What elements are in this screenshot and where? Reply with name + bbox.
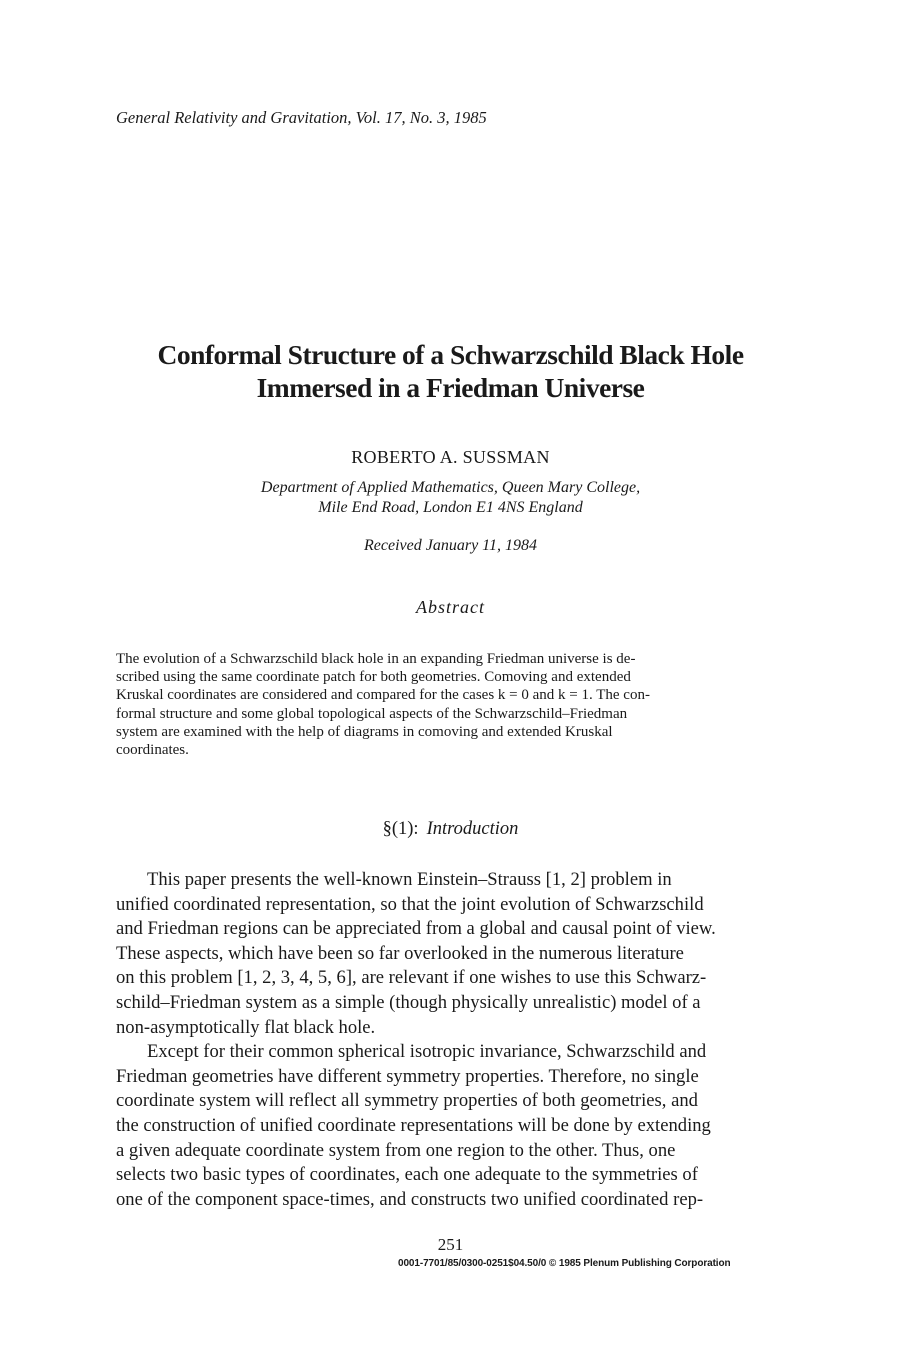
paper-title bbox=[60, 338, 841, 404]
body-line: non-asymptotically flat black hole. bbox=[116, 1016, 376, 1038]
journal-header: General Relativity and Gravitation, Vol. 17, No. 3, 1985 bbox=[116, 108, 487, 127]
introduction-body bbox=[116, 868, 796, 1212]
body-line: Except for their common spherical isotropic invariance, Schwarzschild and bbox=[147, 1041, 707, 1063]
body-line: schild–Friedman system as a simple (though physically unrealistic) model of a bbox=[116, 991, 701, 1013]
body-line: unified coordinated representation, so that the joint evolution of Schwarzschild bbox=[116, 893, 704, 915]
body-line: Friedman geometries have different symmetry properties. Therefore, no single bbox=[116, 1065, 699, 1087]
body-line: the construction of unified coordinate representations will be done by extending bbox=[116, 1114, 711, 1136]
body-line: This paper presents the well-known Einstein–Strauss [1, 2] problem in bbox=[147, 869, 672, 890]
affiliation-line-2: Mile End Road, London E1 4NS England bbox=[318, 499, 583, 516]
received-date: Received January 11, 1984 bbox=[364, 537, 537, 554]
abstract-line: Kruskal coordinates are considered and compared for the cases k = 0 and k = 1. The con- bbox=[116, 687, 650, 704]
author-name: ROBERTO A. SUSSMAN bbox=[351, 447, 550, 467]
abstract-line: system are examined with the help of diagrams in comoving and extended Kruskal bbox=[116, 723, 613, 740]
title-line-2: Immersed in a Friedman Universe bbox=[256, 372, 645, 403]
body-line: coordinate system will reflect all symmetry properties of both geometries, and bbox=[116, 1090, 698, 1112]
body-line: on this problem [1, 2, 3, 4, 5, 6], are relevant if one wishes to use this Schwarz- bbox=[116, 967, 707, 989]
body-line: and Friedman regions can be appreciated from a global and causal point of view. bbox=[116, 918, 716, 940]
body-line: a given adequate coordinate system from one region to the other. Thus, one bbox=[116, 1139, 676, 1161]
affiliation bbox=[0, 478, 901, 518]
section-number: §(1): bbox=[382, 819, 419, 839]
abstract-body bbox=[116, 650, 792, 759]
title-line-1: Conformal Structure of a Schwarzschild Black Hole bbox=[157, 339, 744, 370]
section-title: Introduction bbox=[426, 819, 519, 839]
body-line: one of the component space-times, and constructs two unified coordinated rep- bbox=[116, 1188, 704, 1210]
affiliation-line-1: Department of Applied Mathematics, Queen Mary College, bbox=[260, 479, 641, 496]
copyright-line: 0001-7701/85/0300-0251$04.50/0 © 1985 Plenum Publishing Corporation bbox=[398, 1258, 731, 1269]
body-line: These aspects, which have been so far overlooked in the numerous literature bbox=[116, 942, 684, 964]
abstract-line: scribed using the same coordinate patch for both geometries. Comoving and extended bbox=[116, 669, 631, 686]
page-number: 251 bbox=[437, 1235, 464, 1254]
abstract-line: coordinates. bbox=[116, 742, 189, 759]
section-heading bbox=[0, 819, 901, 840]
body-line: selects two basic types of coordinates, each one adequate to the symmetries of bbox=[116, 1164, 698, 1186]
abstract-line: formal structure and some global topological aspects of the Schwarzschild–Friedman bbox=[116, 705, 628, 722]
abstract-line: The evolution of a Schwarzschild black hole in an expanding Friedman universe is de- bbox=[116, 651, 636, 667]
abstract-heading: Abstract bbox=[416, 597, 485, 617]
